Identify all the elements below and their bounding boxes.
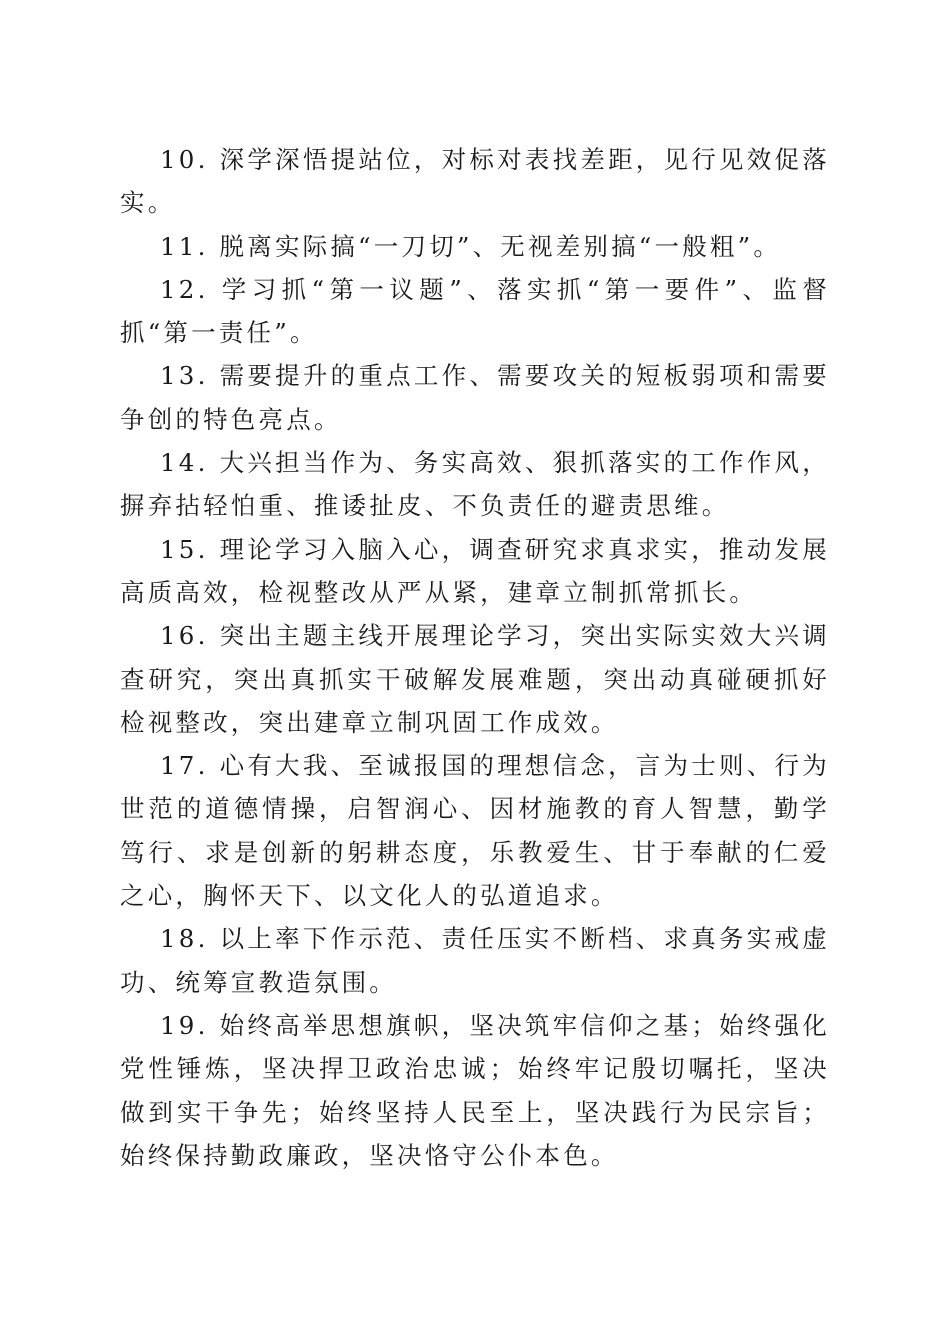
list-item-18: 18. 以上率下作示范、责任压实不断档、求真务实戒虚功、统筹宣教造氛围。	[120, 924, 830, 997]
list-item-14: 14. 大兴担当作为、务实高效、狠抓落实的工作作风，摒弃拈轻怕重、推诿扯皮、不负责任的避责思维。	[120, 448, 830, 521]
list-item-17: 17. 心有大我、至诚报国的理想信念，言为士则、行为世范的道德情操，启智润心、因材施教的育人智慧，勤学笃行、求是创新的躬耕态度，乐教爱生、甘于奉献的仁爱之心，胸怀天下、以文化人的弘道追求。	[120, 751, 830, 911]
list-item-15: 15. 理论学习入脑入心，调查研究求真求实，推动发展高质高效，检视整改从严从紧，建章立制抓常抓长。	[120, 534, 830, 607]
list-item-11: 11. 脱离实际搞“一刀切”、无视差别搞“一般粗”。	[160, 231, 782, 261]
list-item-12: 12. 学习抓“第一议题”、落实抓“第一要件”、监督抓“第一责任”。	[120, 274, 830, 348]
list-item-13: 13. 需要提升的重点工作、需要攻关的短板弱项和需要争创的特色亮点。	[120, 361, 830, 434]
list-item-16: 16. 突出主题主线开展理论学习，突出实际实效大兴调查研究，突出真抓实干破解发展难题，突出动真碰硬抓好检视整改，突出建章立制巩固工作成效。	[120, 621, 830, 737]
document-body	[120, 138, 830, 1177]
list-item-19: 19. 始终高举思想旗帜，坚决筑牢信仰之基；始终强化党性锤炼，坚决捍卫政治忠诚；始终牢记殷切嘱托，坚决做到实干争先；始终坚持人民至上，坚决践行为民宗旨；始终保持勤政廉政，坚决恪守公仆本色。	[120, 1010, 830, 1170]
list-item-10: 10. 深学深悟提站位，对标对表找差距，见行见效促落实。	[120, 145, 830, 218]
